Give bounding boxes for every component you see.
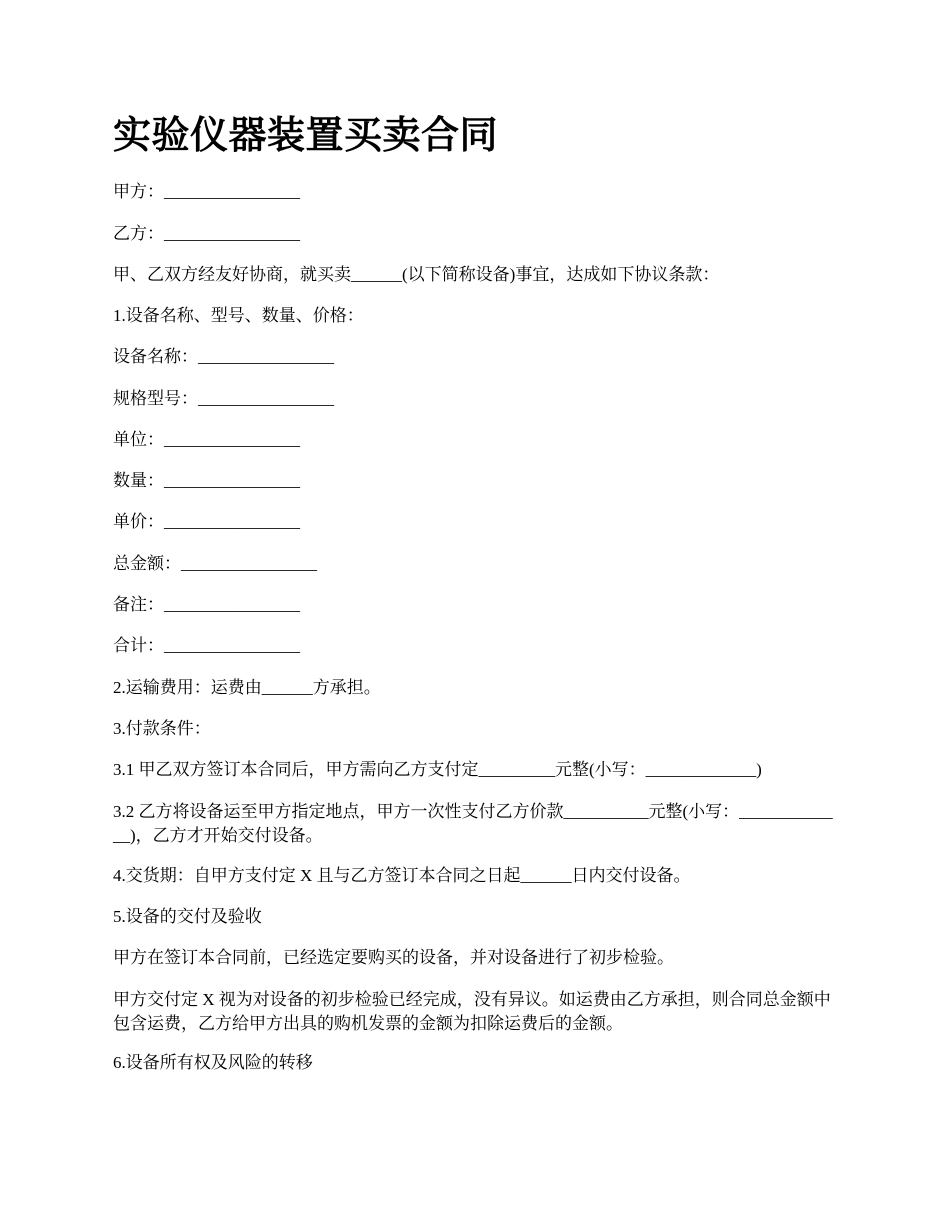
unit-line: 单位：________________ <box>113 430 300 449</box>
model-spec-line: 规格型号：________________ <box>113 389 334 408</box>
quantity-line: 数量：________________ <box>113 471 300 490</box>
equipment-name-line: 设备名称：________________ <box>113 347 334 366</box>
section-4-delivery: 4.交货期：自甲方支付定 X 且与乙方签订本合同之日起______日内交付设备。 <box>113 866 691 885</box>
section-3-heading: 3.付款条件： <box>113 719 211 738</box>
party-a-line: 甲方：________________ <box>113 182 300 201</box>
sum-line: 合计：________________ <box>113 636 300 655</box>
deposit-acceptance-paragraph: 甲方交付定 X 视为对设备的初步检验已经完成，没有异议。如运费由乙方承担，则合同总金额中包含运费，乙方给甲方出具的购机发票的金额为扣除运费后的金额。 <box>113 990 831 1033</box>
remarks-line: 备注：________________ <box>113 595 300 614</box>
total-amount-line: 总金额：________________ <box>113 554 317 573</box>
preamble-paragraph: 甲、乙双方经友好协商，就买卖______(以下简称设备)事宜，达成如下协议条款： <box>113 265 720 284</box>
clause-3-1: 3.1 甲乙双方签订本合同后，甲方需向乙方支付定_________元整(小写：_____________) <box>113 760 762 779</box>
section-2-transport: 2.运输费用：运费由______方承担。 <box>113 678 381 697</box>
unit-price-line: 单价：________________ <box>113 512 300 531</box>
section-1-heading: 1.设备名称、型号、数量、价格： <box>113 306 364 325</box>
document-title: 实验仪器装置买卖合同 <box>113 115 499 157</box>
clause-3-2: 3.2 乙方将设备运至甲方指定地点，甲方一次性支付乙方价款__________元整(小写：_____________)，乙方才开始交付设备。 <box>113 802 833 845</box>
section-5-heading: 5.设备的交付及验收 <box>113 907 262 926</box>
inspection-paragraph: 甲方在签订本合同前，已经选定要购买的设备，并对设备进行了初步检验。 <box>113 948 674 967</box>
party-b-line: 乙方：________________ <box>113 224 300 243</box>
section-6-heading: 6.设备所有权及风险的转移 <box>113 1053 313 1072</box>
